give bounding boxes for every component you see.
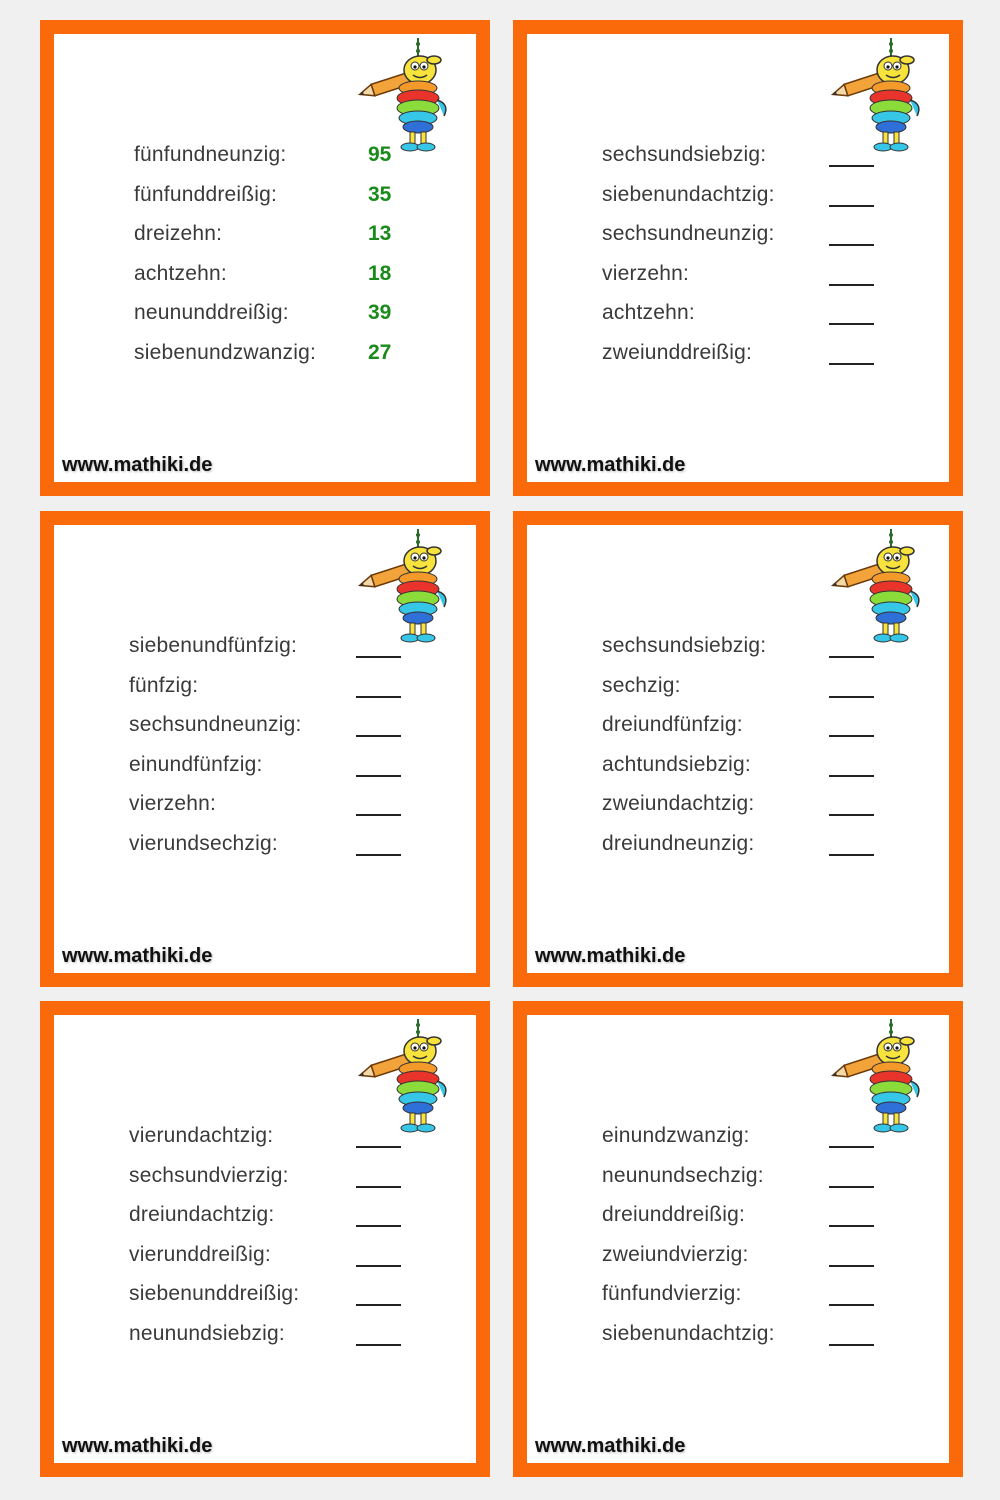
number-word: vierzehn: — [129, 792, 217, 816]
number-word: vierundachtzig: — [129, 1124, 274, 1147]
pencil-worm-mascot-icon — [831, 529, 941, 649]
answer-blank[interactable] — [356, 1146, 401, 1148]
answer-blank[interactable] — [829, 775, 874, 777]
answer-value: 27 — [368, 340, 392, 364]
number-word: vierundsechzig: — [129, 831, 278, 855]
answer-value: 13 — [368, 222, 392, 246]
answer-blank[interactable] — [356, 814, 401, 816]
number-word: dreizehn: — [134, 222, 223, 246]
number-word: neunundsiebzig: — [129, 1321, 285, 1345]
number-word: dreiundfünfzig: — [602, 713, 743, 737]
answer-blank[interactable] — [829, 165, 874, 167]
flashcard-6 — [513, 1001, 963, 1477]
number-word: sechsundsiebzig: — [602, 634, 767, 657]
website-footer: www.mathiki.de — [62, 1435, 213, 1457]
answer-blank[interactable] — [829, 735, 874, 737]
answer-blank[interactable] — [829, 696, 874, 698]
number-word: sechsundneunzig: — [602, 222, 775, 246]
website-footer: www.mathiki.de — [535, 945, 686, 967]
answer-blank[interactable] — [829, 363, 874, 365]
pencil-worm-mascot-icon — [831, 1019, 941, 1139]
flashcard-5 — [40, 1001, 490, 1477]
number-word: siebenundachtzig: — [602, 182, 775, 206]
answer-blank[interactable] — [829, 244, 874, 246]
number-word: neununddreißig: — [134, 301, 289, 325]
number-word: vierzehn: — [602, 261, 690, 285]
answer-blank[interactable] — [356, 1265, 401, 1267]
number-word: achtzehn: — [602, 301, 695, 325]
number-word: sechsundvierzig: — [129, 1163, 289, 1187]
number-word: einundzwanzig: — [602, 1124, 750, 1147]
answer-value: 18 — [368, 261, 392, 285]
website-footer: www.mathiki.de — [535, 1435, 686, 1457]
flashcard-2 — [513, 20, 963, 496]
pencil-worm-mascot-icon — [831, 38, 941, 158]
number-word: siebenundfünfzig: — [129, 634, 298, 657]
answer-blank[interactable] — [356, 1225, 401, 1227]
answer-blank[interactable] — [829, 284, 874, 286]
website-footer: www.mathiki.de — [62, 454, 213, 476]
number-word: fünfundvierzig: — [602, 1282, 742, 1306]
number-word: achtzehn: — [134, 261, 227, 285]
number-word: sechsundneunzig: — [129, 713, 302, 737]
number-word: sechzig: — [602, 673, 681, 697]
flashcard-4 — [513, 511, 963, 987]
number-word: achtundsiebzig: — [602, 752, 751, 776]
answer-blank[interactable] — [829, 323, 874, 325]
answer-blank[interactable] — [829, 814, 874, 816]
answer-blank[interactable] — [356, 656, 401, 658]
answer-blank[interactable] — [829, 1186, 874, 1188]
answer-blank[interactable] — [356, 1344, 401, 1346]
pencil-worm-mascot-icon — [358, 529, 468, 649]
number-word: zweiunddreißig: — [602, 340, 753, 364]
answer-value: 95 — [368, 143, 392, 166]
answer-blank[interactable] — [356, 696, 401, 698]
number-word: siebenunddreißig: — [129, 1282, 300, 1306]
number-word: dreiunddreißig: — [602, 1203, 746, 1227]
answer-blank[interactable] — [356, 1304, 401, 1306]
number-word: zweiundachtzig: — [602, 792, 755, 816]
number-word: fünfundneunzig: — [134, 143, 287, 166]
pencil-worm-mascot-icon — [358, 1019, 468, 1139]
number-word: dreiundachtzig: — [129, 1203, 275, 1227]
number-word: neunundsechzig: — [602, 1163, 764, 1187]
answer-blank[interactable] — [829, 1225, 874, 1227]
flashcard-1 — [40, 20, 490, 496]
number-word: fünfzig: — [129, 673, 199, 697]
answer-value: 39 — [368, 301, 392, 325]
number-word: siebenundzwanzig: — [134, 340, 317, 364]
number-word: vierunddreißig: — [129, 1242, 271, 1266]
answer-blank[interactable] — [829, 1344, 874, 1346]
number-word: einundfünfzig: — [129, 752, 263, 776]
answer-blank[interactable] — [356, 854, 401, 856]
number-word: dreiundneunzig: — [602, 831, 755, 855]
number-word: sechsundsiebzig: — [602, 143, 767, 166]
answer-blank[interactable] — [356, 735, 401, 737]
answer-blank[interactable] — [829, 1146, 874, 1148]
answer-blank[interactable] — [356, 1186, 401, 1188]
flashcard-3 — [40, 511, 490, 987]
answer-blank[interactable] — [829, 205, 874, 207]
number-word: siebenundachtzig: — [602, 1321, 775, 1345]
number-word: fünfunddreißig: — [134, 182, 278, 206]
answer-blank[interactable] — [829, 656, 874, 658]
answer-blank[interactable] — [829, 1304, 874, 1306]
answer-value: 35 — [368, 182, 392, 206]
pencil-worm-mascot-icon — [358, 38, 468, 158]
website-footer: www.mathiki.de — [535, 454, 686, 476]
answer-blank[interactable] — [829, 854, 874, 856]
website-footer: www.mathiki.de — [62, 945, 213, 967]
answer-blank[interactable] — [356, 775, 401, 777]
number-word: zweiundvierzig: — [602, 1242, 749, 1266]
answer-blank[interactable] — [829, 1265, 874, 1267]
